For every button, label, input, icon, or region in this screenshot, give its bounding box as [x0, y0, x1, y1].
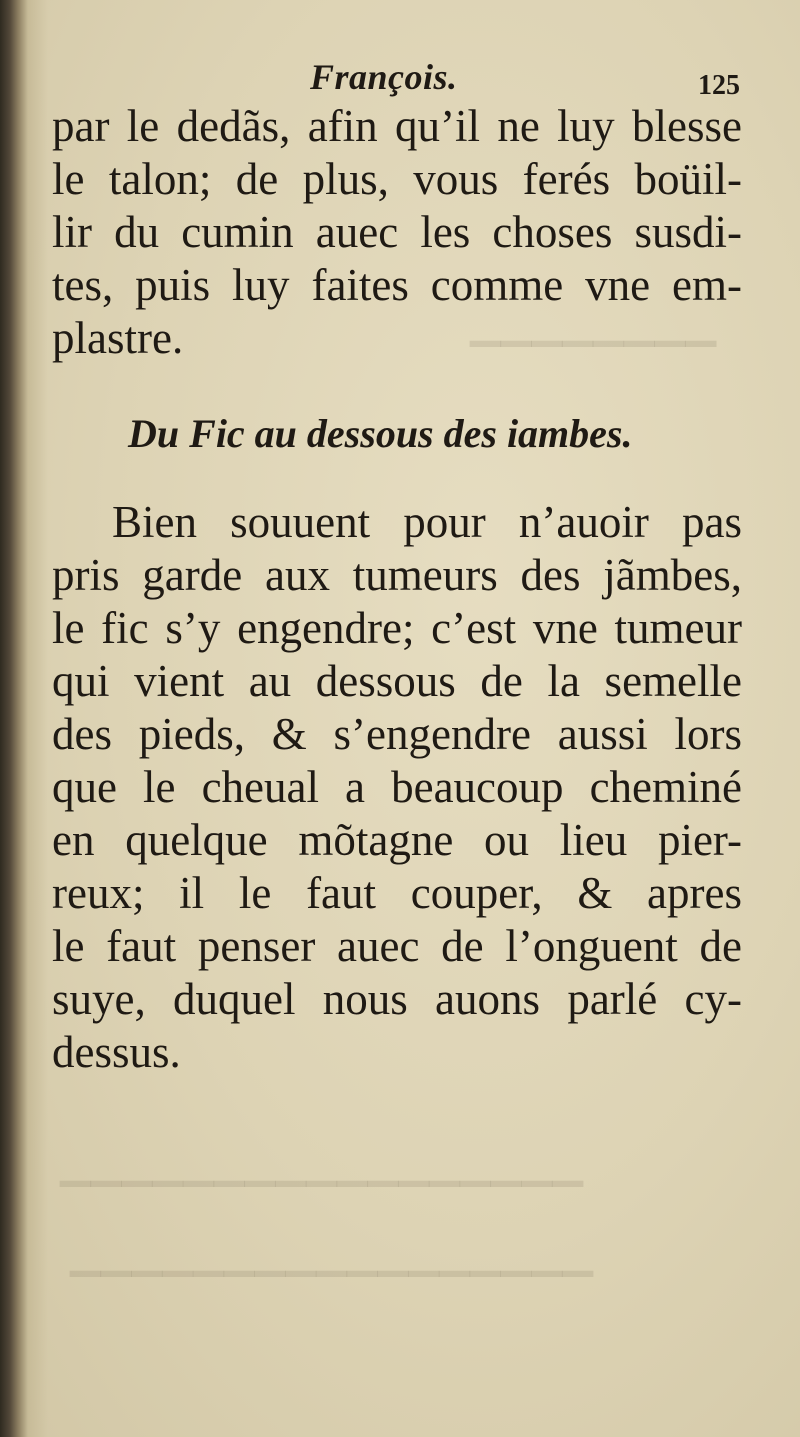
- text-line: reux; il le faut couper, & apres: [52, 868, 742, 918]
- running-head: François.: [310, 57, 458, 97]
- text-line: plastre.: [52, 313, 184, 363]
- text-line: par le dedãs, afin qu’il ne luy blesse: [52, 101, 742, 151]
- text-line: Bien souuent pour n’auoir pas: [112, 497, 742, 547]
- bleed-through-texture: ▁▁▁▁▁▁▁▁▁▁▁▁▁▁▁▁▁: [70, 1231, 593, 1276]
- text-line: des pieds, & s’engendre aussi lors: [52, 709, 742, 759]
- text-line: le faut penser auec de l’onguent de: [52, 921, 742, 971]
- paragraph-continued: [52, 100, 742, 365]
- text-line: tes, puis luy faites comme vne em-: [52, 260, 742, 310]
- bleed-through-texture: ▁▁▁▁▁▁▁▁▁▁▁▁▁▁▁▁▁: [60, 1141, 583, 1186]
- paragraph-fic: [52, 496, 742, 1079]
- page-number: 125: [698, 70, 740, 101]
- bleed-through-texture: ▁▁▁▁▁▁▁▁: [470, 301, 717, 346]
- page-header: [60, 56, 740, 106]
- text-line: le fic s’y engendre; c’est vne tumeur: [52, 603, 742, 653]
- text-line: en quelque mõtagne ou lieu pier-: [52, 815, 742, 865]
- text-line: pris garde aux tumeurs des jãmbes,: [52, 550, 742, 600]
- text-line: lir du cumin auec les choses susdi-: [52, 207, 742, 257]
- text-line: le talon; de plus, vous ferés boüil-: [52, 154, 742, 204]
- text-line: que le cheual a beaucoup cheminé: [52, 762, 742, 812]
- text-line: suye, duquel nous auons parlé cy-: [52, 974, 742, 1024]
- text-line: qui vient au dessous de la semelle: [52, 656, 742, 706]
- text-line: dessus.: [52, 1027, 181, 1077]
- section-heading: Du Fic au dessous des iambes.: [128, 411, 633, 456]
